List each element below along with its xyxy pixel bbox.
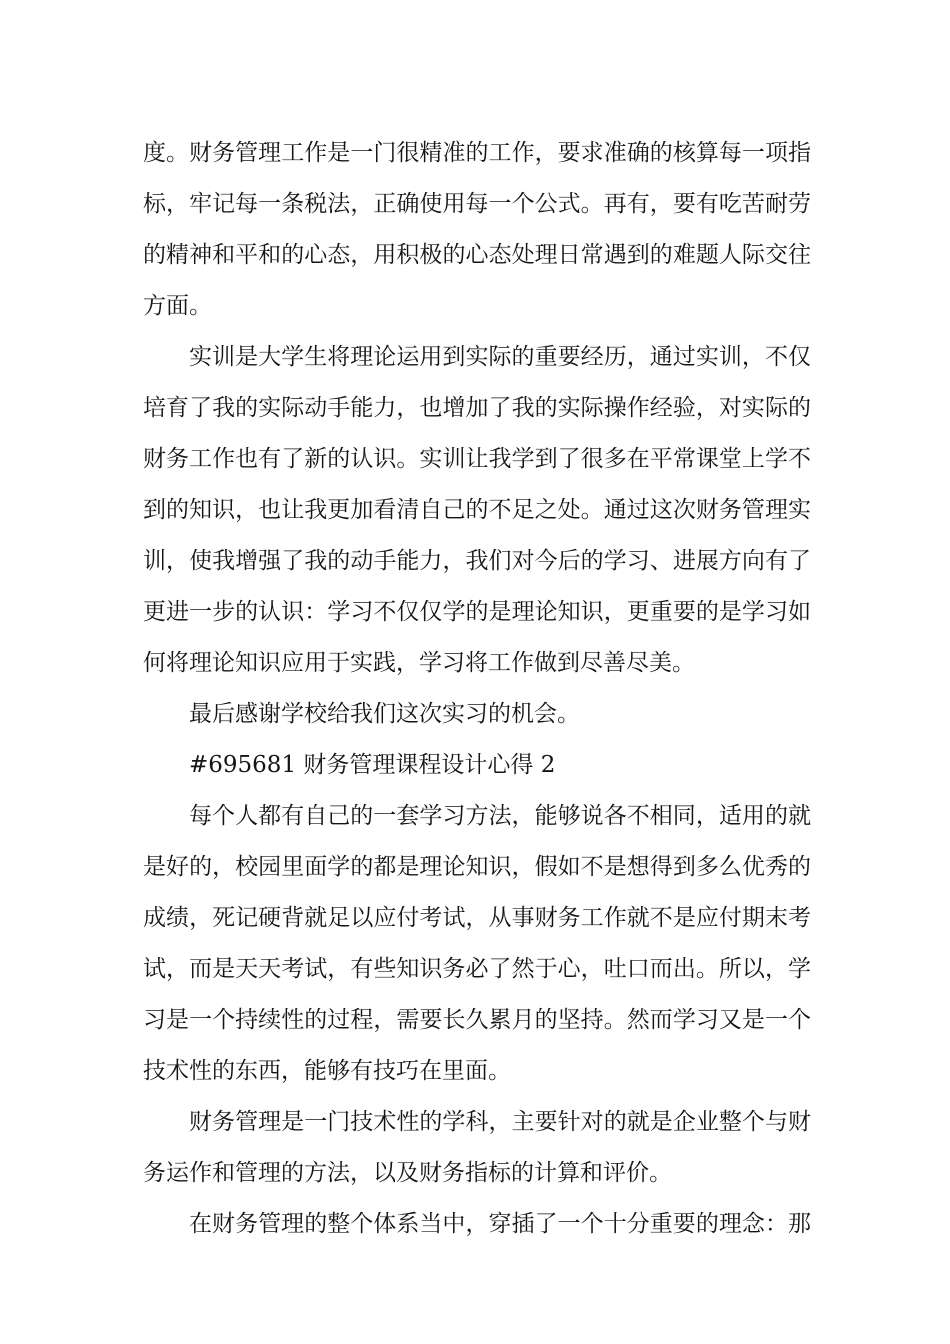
paragraph-line: 更进一步的认识：学习不仅仅学的是理论知识，更重要的是学习如	[143, 599, 811, 625]
paragraph-line: 每个人都有自己的一套学习方法，能够说各不相同，适用的就	[189, 803, 811, 829]
paragraph-line: 成绩，死记硬背就足以应付考试，从事财务工作就不是应付期末考	[143, 905, 811, 931]
paragraph-line: 培育了我的实际动手能力，也增加了我的实际操作经验，对实际的	[143, 395, 811, 421]
paragraph-line: 习是一个持续性的过程，需要长久累月的坚持。然而学习又是一个	[143, 1007, 811, 1033]
paragraph-line: 标，牢记每一条税法，正确使用每一个公式。再有，要有吃苦耐劳	[143, 191, 811, 217]
paragraph-line: 方面。	[143, 293, 212, 319]
document-body	[143, 128, 811, 1250]
paragraph-line: 实训是大学生将理论运用到实际的重要经历，通过实训，不仅	[189, 344, 811, 370]
paragraph-line: 财务工作也有了新的认识。实训让我学到了很多在平常课堂上学不	[143, 446, 811, 472]
paragraph-line: 最后感谢学校给我们这次实习的机会。	[189, 701, 580, 727]
paragraph-line: 的精神和平和的心态，用积极的心态处理日常遇到的难题人际交往	[143, 242, 811, 268]
paragraph-line: 技术性的东西，能够有技巧在里面。	[143, 1058, 511, 1084]
paragraph-line: 试，而是天天考试，有些知识务必了然于心，吐口而出。所以，学	[143, 956, 811, 982]
paragraph-line: 务运作和管理的方法，以及财务指标的计算和评价。	[143, 1160, 672, 1186]
paragraph-line: 在财务管理的整个体系当中，穿插了一个十分重要的理念：那	[189, 1211, 811, 1237]
section-heading: #695681 财务管理课程设计心得 2	[189, 752, 556, 778]
paragraph-line: 度。财务管理工作是一门很精准的工作，要求准确的核算每一项指	[143, 140, 811, 166]
paragraph-line: 到的知识，也让我更加看清自己的不足之处。通过这次财务管理实	[143, 497, 811, 523]
paragraph-line: 何将理论知识应用于实践，学习将工作做到尽善尽美。	[143, 650, 695, 676]
paragraph-line: 是好的，校园里面学的都是理论知识，假如不是想得到多么优秀的	[143, 854, 811, 880]
paragraph-line: 训，使我增强了我的动手能力，我们对今后的学习、进展方向有了	[143, 548, 811, 574]
paragraph-line: 财务管理是一门技术性的学科，主要针对的就是企业整个与财	[189, 1109, 811, 1135]
